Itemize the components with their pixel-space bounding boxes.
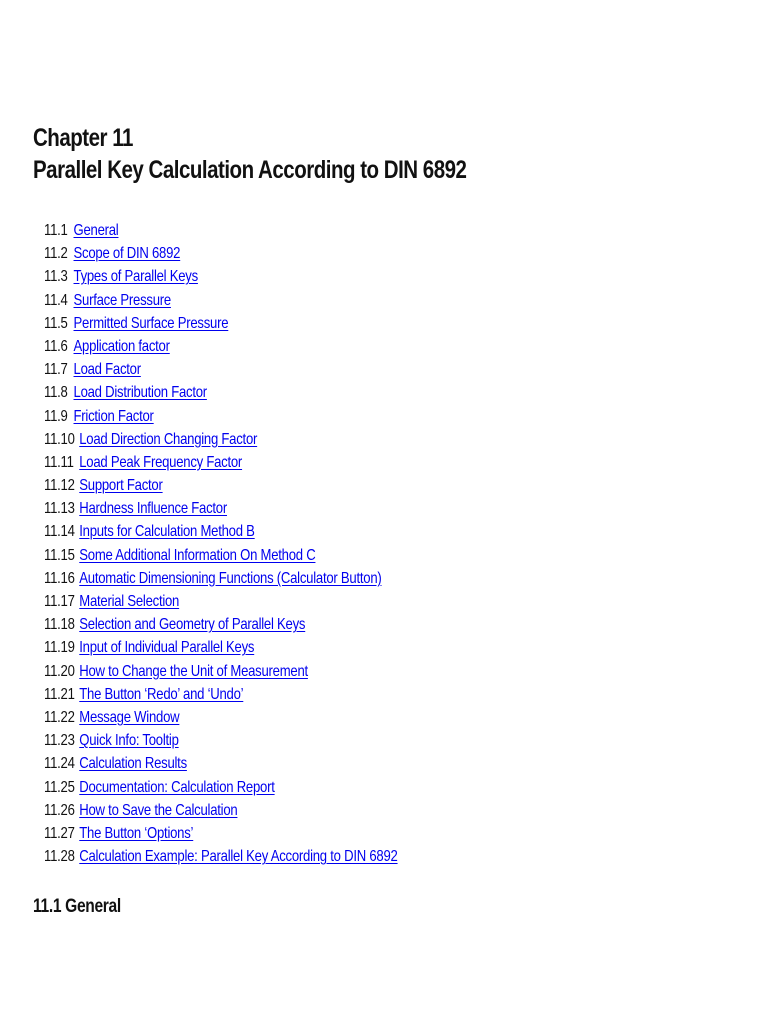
toc-number: 11.2 bbox=[44, 245, 68, 263]
toc-link-load-direction[interactable]: Load Direction Changing Factor bbox=[79, 430, 258, 448]
toc-item-11-4 bbox=[44, 289, 398, 312]
toc-number: 11.26 bbox=[44, 801, 75, 819]
toc-item-11-1 bbox=[44, 219, 398, 242]
toc-number: 11.24 bbox=[44, 755, 75, 773]
toc-link-auto-dimensioning[interactable]: Automatic Dimensioning Functions (Calculator Button) bbox=[79, 569, 382, 587]
toc-link-surface-pressure[interactable]: Surface Pressure bbox=[73, 291, 171, 309]
toc-link-selection-geometry[interactable]: Selection and Geometry of Parallel Keys bbox=[79, 616, 306, 634]
table-of-contents bbox=[44, 219, 398, 868]
toc-link-message-window[interactable]: Message Window bbox=[79, 708, 180, 726]
toc-number: 11.6 bbox=[44, 337, 68, 355]
toc-link-calculation-report[interactable]: Documentation: Calculation Report bbox=[79, 778, 275, 796]
toc-item-11-18 bbox=[44, 613, 398, 636]
toc-item-11-7 bbox=[44, 358, 398, 381]
toc-item-11-20 bbox=[44, 660, 398, 683]
toc-number: 11.1 bbox=[44, 222, 68, 239]
toc-link-unit-of-measurement[interactable]: How to Change the Unit of Measurement bbox=[79, 662, 308, 680]
toc-item-11-11 bbox=[44, 451, 398, 474]
toc-link-load-peak[interactable]: Load Peak Frequency Factor bbox=[79, 453, 243, 471]
toc-item-11-12 bbox=[44, 474, 398, 497]
toc-number: 11.9 bbox=[44, 407, 68, 425]
toc-link-material-selection[interactable]: Material Selection bbox=[79, 593, 180, 610]
toc-number: 11.21 bbox=[44, 685, 75, 703]
toc-link-load-factor[interactable]: Load Factor bbox=[73, 361, 141, 379]
toc-link-calculation-example[interactable]: Calculation Example: Parallel Key According to DIN 6892 bbox=[79, 848, 398, 866]
toc-number: 11.28 bbox=[44, 848, 75, 866]
toc-link-friction-factor[interactable]: Friction Factor bbox=[73, 407, 154, 425]
toc-number: 11.23 bbox=[44, 732, 75, 750]
toc-item-11-27 bbox=[44, 822, 398, 845]
toc-item-11-16 bbox=[44, 567, 398, 590]
toc-item-11-21 bbox=[44, 683, 398, 706]
toc-link-general[interactable]: General bbox=[73, 222, 119, 239]
toc-item-11-28 bbox=[44, 845, 398, 868]
toc-link-individual-keys[interactable]: Input of Individual Parallel Keys bbox=[79, 639, 255, 657]
toc-item-11-3 bbox=[44, 265, 398, 288]
toc-number: 11.11 bbox=[44, 453, 74, 471]
toc-item-11-26 bbox=[44, 799, 398, 822]
toc-link-support-factor[interactable]: Support Factor bbox=[79, 477, 163, 495]
toc-link-types[interactable]: Types of Parallel Keys bbox=[73, 268, 198, 286]
toc-item-11-17 bbox=[44, 590, 398, 613]
toc-number: 11.15 bbox=[44, 546, 75, 564]
toc-item-11-19 bbox=[44, 636, 398, 659]
chapter-label: Chapter 11 bbox=[33, 124, 133, 152]
toc-number: 11.5 bbox=[44, 314, 68, 332]
toc-link-options-button[interactable]: The Button ‘Options’ bbox=[79, 824, 194, 842]
toc-item-11-25 bbox=[44, 776, 398, 799]
toc-item-11-6 bbox=[44, 335, 398, 358]
toc-link-permitted-pressure[interactable]: Permitted Surface Pressure bbox=[73, 314, 229, 332]
toc-number: 11.16 bbox=[44, 569, 75, 587]
toc-link-application-factor[interactable]: Application factor bbox=[73, 337, 170, 355]
section-heading-general: 11.1 General bbox=[33, 896, 121, 917]
toc-link-method-b[interactable]: Inputs for Calculation Method B bbox=[79, 523, 255, 541]
toc-number: 11.13 bbox=[44, 500, 75, 518]
toc-link-load-distribution[interactable]: Load Distribution Factor bbox=[73, 384, 207, 402]
toc-number: 11.4 bbox=[44, 291, 68, 309]
toc-number: 11.10 bbox=[44, 430, 75, 448]
toc-number: 11.17 bbox=[44, 593, 75, 610]
toc-number: 11.20 bbox=[44, 662, 75, 680]
toc-item-11-5 bbox=[44, 312, 398, 335]
toc-number: 11.18 bbox=[44, 616, 75, 634]
toc-item-11-2 bbox=[44, 242, 398, 265]
chapter-title: Parallel Key Calculation According to DIN 6892 bbox=[33, 156, 467, 184]
toc-number: 11.3 bbox=[44, 268, 68, 286]
toc-item-11-15 bbox=[44, 544, 398, 567]
toc-item-11-14 bbox=[44, 520, 398, 543]
toc-link-method-c[interactable]: Some Additional Information On Method C bbox=[79, 546, 316, 564]
toc-item-11-22 bbox=[44, 706, 398, 729]
toc-link-tooltip[interactable]: Quick Info: Tooltip bbox=[79, 732, 179, 750]
toc-number: 11.22 bbox=[44, 708, 75, 726]
toc-number: 11.27 bbox=[44, 824, 75, 842]
toc-number: 11.8 bbox=[44, 384, 68, 402]
toc-item-11-8 bbox=[44, 381, 398, 404]
toc-link-hardness[interactable]: Hardness Influence Factor bbox=[79, 500, 227, 518]
toc-item-11-10 bbox=[44, 428, 398, 451]
toc-number: 11.25 bbox=[44, 778, 75, 796]
toc-number: 11.14 bbox=[44, 523, 75, 541]
chapter-heading bbox=[33, 122, 466, 186]
toc-number: 11.19 bbox=[44, 639, 75, 657]
toc-link-redo-undo[interactable]: The Button ‘Redo’ and ‘Undo’ bbox=[79, 685, 244, 703]
toc-item-11-9 bbox=[44, 405, 398, 428]
toc-link-calculation-results[interactable]: Calculation Results bbox=[79, 755, 187, 773]
toc-item-11-23 bbox=[44, 729, 398, 752]
toc-number: 11.7 bbox=[44, 361, 68, 379]
toc-link-save-calculation[interactable]: How to Save the Calculation bbox=[79, 801, 238, 819]
toc-link-scope[interactable]: Scope of DIN 6892 bbox=[73, 245, 181, 263]
toc-number: 11.12 bbox=[44, 477, 75, 495]
toc-item-11-13 bbox=[44, 497, 398, 520]
toc-item-11-24 bbox=[44, 752, 398, 775]
